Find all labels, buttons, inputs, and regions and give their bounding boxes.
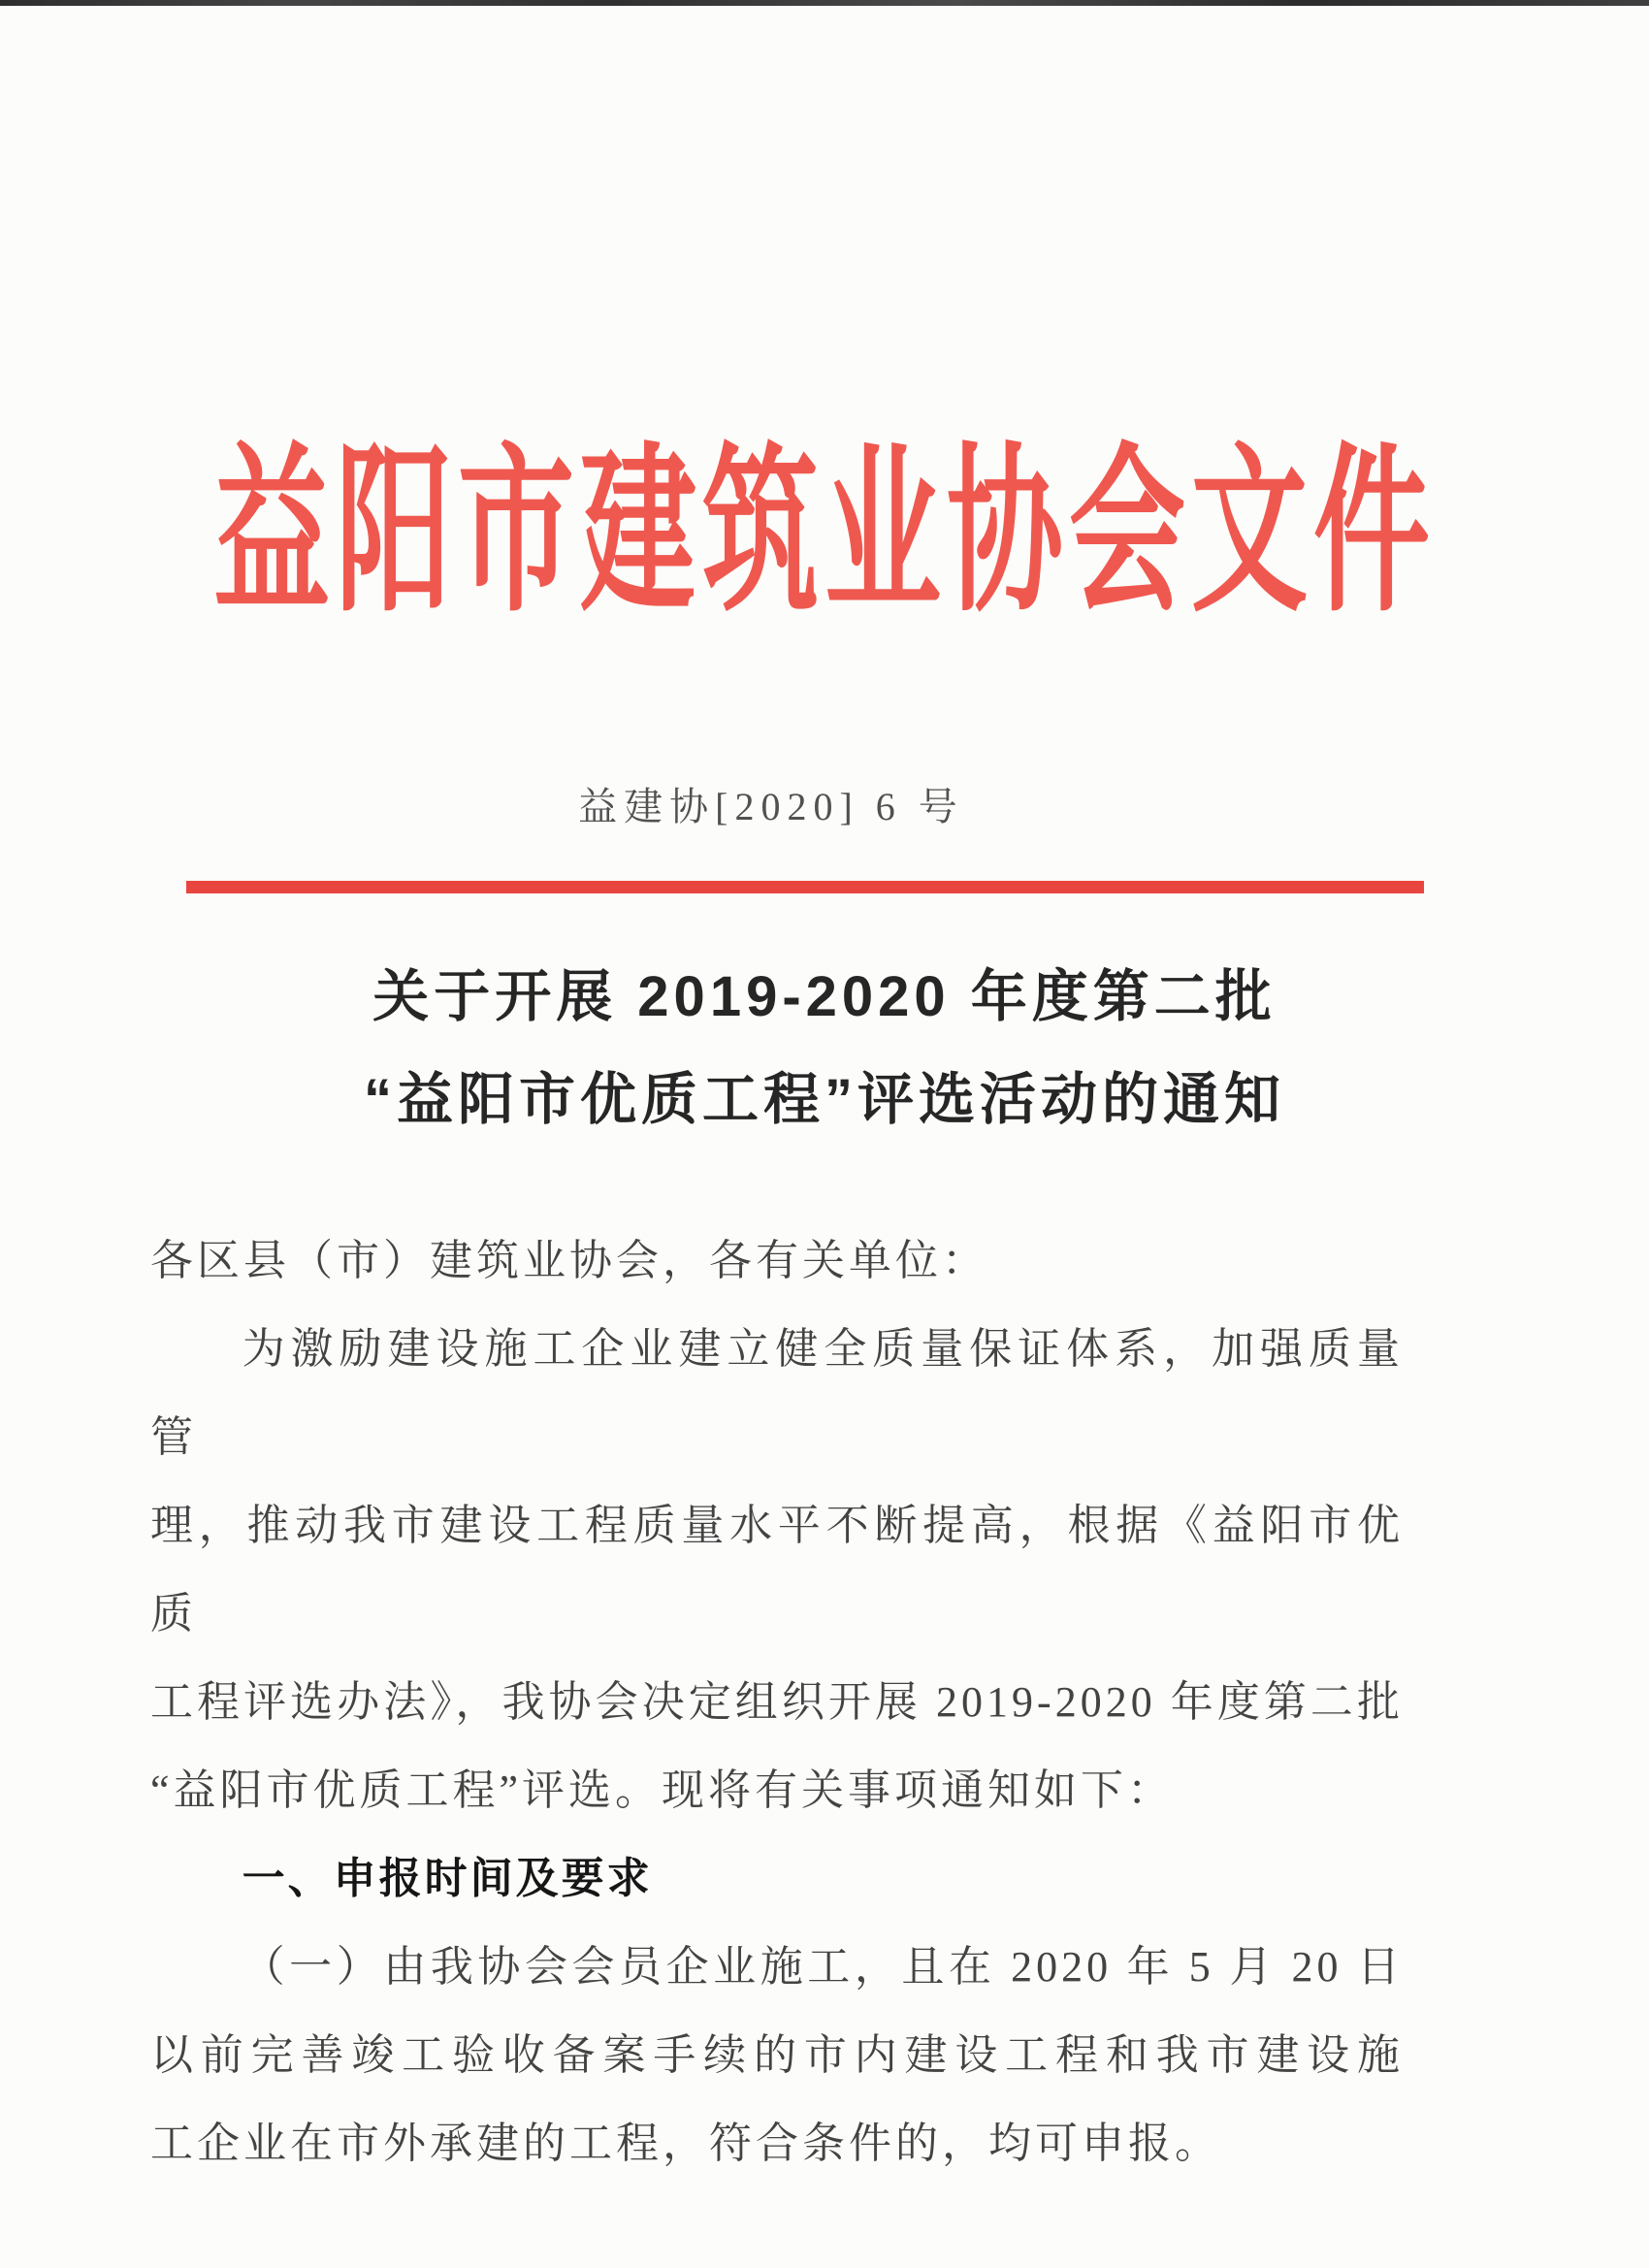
body-line: 为激励建设施工企业建立健全质量保证体系，加强质量管 (150, 1325, 1404, 1461)
body-line: （一）由我协会会员企业施工，且在 2020 年 5 月 20 日 (242, 1943, 1404, 1991)
red-divider-rule (186, 881, 1424, 893)
body-line: “益阳市优质工程”评选。现将有关事项通知如下： (150, 1766, 1175, 1814)
body-line: 工企业在市外承建的工程，符合条件的，均可申报。 (150, 2120, 1221, 2167)
section-heading: 一、申报时间及要求 (242, 1855, 653, 1902)
document-body (150, 1216, 1404, 2187)
masthead-title: 益阳市建筑业协会文件 (213, 433, 1436, 633)
notice-title-line-2: “益阳市优质工程”评选活动的通知 (363, 1068, 1285, 1131)
body-line: 以前完善竣工验收备案手续的市内建设工程和我市建设施 (150, 2031, 1404, 2079)
salutation-line: 各区县（市）建筑业协会，各有关单位： (150, 1237, 988, 1284)
body-line: 工程评选办法》，我协会决定组织开展 2019-2020 年度第二批 (150, 1678, 1404, 1726)
notice-title (0, 946, 1649, 1151)
notice-title-line-1: 关于开展 2019-2020 年度第二批 (372, 965, 1277, 1028)
scanner-edge-artifact (0, 0, 1649, 6)
body-line: 理，推动我市建设工程质量水平不断提高，根据《益阳市优质 (150, 1502, 1404, 1637)
document-reference-number: 益建协[2020] 6 号 (578, 785, 964, 828)
